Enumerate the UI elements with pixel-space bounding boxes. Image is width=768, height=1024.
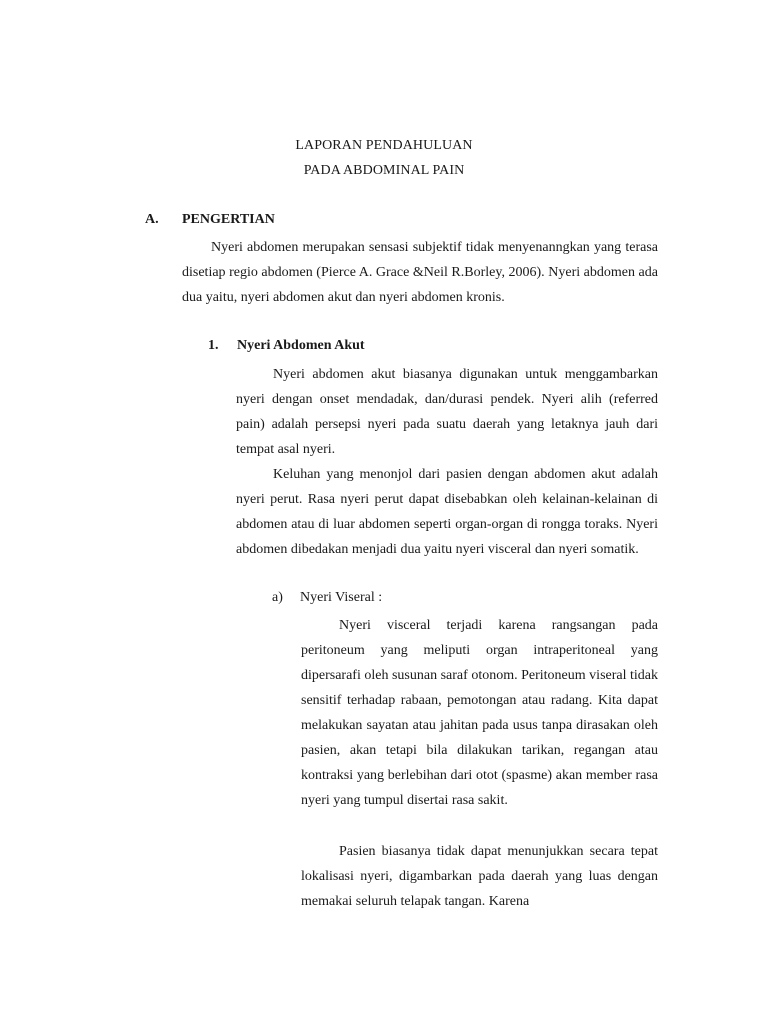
item-marker: a) [272,590,283,605]
document-title-line2: PADA ABDOMINAL PAIN [303,163,465,178]
item-heading [272,590,382,606]
document-title-line1: LAPORAN PENDAHULUAN [295,138,473,153]
section-letter: A. [145,212,159,227]
item-paragraph-1-text: Nyeri visceral terjadi karena rangsangan pada peritoneum yang meliputi organ intraperitoneal yang dipersarafi oleh susunan saraf otonom. Peritoneum viseral tidak sensitif terhadap rabaan, pemotongan atau radang. Kita dapat melakukan sayatan atau jahitan pada usus tanpa dirasakan oleh pasien, akan tetapi bila dilakukan tarikan, regangan atau kontraksi yang berlebihan dari otot (spasme) akan member rasa nyeri yang tumpul disertai rasa sakit. [301,618,658,808]
section-paragraph-text: Nyeri abdomen merupakan sensasi subjektif tidak menyenanngkan yang terasa disetiap regio abdomen (Pierce A. Grace &Neil R.Borley, 2006). Nyeri abdomen ada dua yaitu, nyeri abdomen akut dan nyeri abdomen kronis. [182,240,658,305]
subsection-paragraph-2 [236,462,658,562]
item-paragraph-1 [301,613,658,813]
section-paragraph [182,235,658,310]
subsection-number: 1. [208,338,219,353]
item-paragraph-2-text: Pasien biasanya tidak dapat menunjukkan secara tepat lokalisasi nyeri, digambarkan pada daerah yang luas dengan memakai seluruh telapak tangan. Karena [301,844,658,909]
item-paragraph-2 [301,839,658,914]
item-title: Nyeri Viseral : [300,590,383,605]
subsection-paragraph-1 [236,362,658,462]
section-heading [145,212,275,228]
subsection-paragraph-1-text: Nyeri abdomen akut biasanya digunakan untuk menggambarkan nyeri dengan onset mendadak, dan/durasi pendek. Nyeri alih (referred pain) adalah persepsi nyeri pada suatu daerah yang letaknya jauh dari tempat asal nyeri. [236,367,658,457]
subsection-heading [208,338,365,354]
subsection-title: Nyeri Abdomen Akut [237,338,365,353]
section-title: PENGERTIAN [182,212,275,227]
subsection-paragraph-2-text: Keluhan yang menonjol dari pasien dengan abdomen akut adalah nyeri perut. Rasa nyeri perut dapat disebabkan oleh kelainan-kelainan di abdomen atau di luar abdomen seperti organ-organ di rongga toraks. Nyeri abdomen dibedakan menjadi dua yaitu nyeri visceral dan nyeri somatik. [236,467,658,557]
